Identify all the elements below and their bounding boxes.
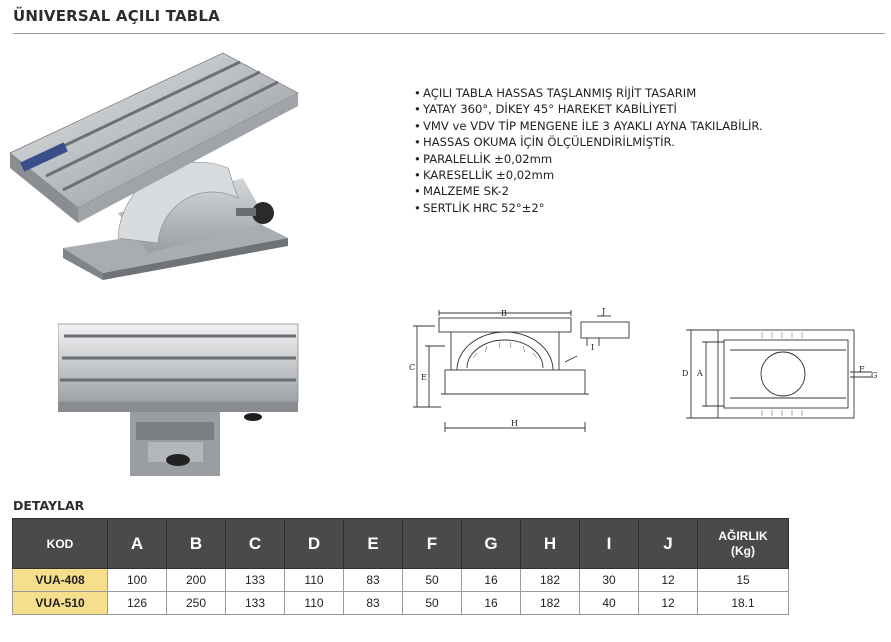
dim-label-f: F	[859, 365, 865, 374]
table-cell: 200	[167, 569, 226, 592]
column-header: A	[108, 519, 167, 569]
table-cell: 30	[580, 569, 639, 592]
feature-item: • KARESELLİK ±0,02mm	[414, 167, 763, 183]
details-heading: DETAYLAR	[13, 498, 85, 513]
feature-item: • AÇILI TABLA HASSAS TAŞLANMIŞ RİJİT TASARIM	[414, 85, 763, 101]
table-cell: 133	[226, 592, 285, 615]
dim-label-c: C	[409, 363, 416, 372]
table-cell: 12	[639, 592, 698, 615]
table-cell: 15	[698, 569, 789, 592]
table-cell: 182	[521, 569, 580, 592]
table-row	[13, 569, 789, 592]
table-cell: 40	[580, 592, 639, 615]
dim-label-e: E	[421, 373, 427, 382]
product-photo-tilted	[8, 48, 308, 280]
table-cell-code: VUA-510	[13, 592, 108, 615]
technical-drawing-side	[405, 302, 645, 441]
column-header: G	[462, 519, 521, 569]
table-cell: 126	[108, 592, 167, 615]
column-header: D	[285, 519, 344, 569]
table-cell-code: VUA-408	[13, 569, 108, 592]
dim-label-a: A	[697, 369, 703, 378]
table-cell: 83	[344, 569, 403, 592]
dim-label-j: J	[602, 307, 606, 316]
weight-header-line2: (Kg)	[731, 543, 755, 558]
table-cell: 50	[403, 569, 462, 592]
dim-label-h: H	[511, 419, 518, 428]
table-cell: 83	[344, 592, 403, 615]
table-cell: 12	[639, 569, 698, 592]
table-cell: 18.1	[698, 592, 789, 615]
feature-item: • YATAY 360°, DİKEY 45° HAREKET KABİLİYETİ	[414, 101, 763, 117]
table-cell: 16	[462, 592, 521, 615]
dim-label-d: D	[682, 369, 689, 378]
title-divider	[13, 33, 885, 34]
feature-item: • MALZEME SK-2	[414, 183, 763, 199]
product-photo-flat	[58, 322, 303, 482]
table-cell: 133	[226, 569, 285, 592]
column-header: J	[639, 519, 698, 569]
feature-item: • HASSAS OKUMA İÇİN ÖLÇÜLENDİRİLMİŞTİR.	[414, 134, 763, 150]
feature-item: • PARALELLİK ±0,02mm	[414, 151, 763, 167]
table-cell: 250	[167, 592, 226, 615]
column-header: F	[403, 519, 462, 569]
table-row	[13, 592, 789, 615]
table-cell: 110	[285, 569, 344, 592]
feature-list	[414, 85, 763, 216]
feature-item: • VMV ve VDV TİP MENGENE İLE 3 AYAKLI AYNA TAKILABİLİR.	[414, 118, 763, 134]
table-cell: 100	[108, 569, 167, 592]
feature-item: • SERTLİK HRC 52°±2°	[414, 200, 763, 216]
table-cell: 182	[521, 592, 580, 615]
dim-label-i: I	[591, 343, 595, 352]
table-cell: 110	[285, 592, 344, 615]
column-header: B	[167, 519, 226, 569]
column-header: H	[521, 519, 580, 569]
dim-label-b: B	[501, 309, 507, 318]
column-header: I	[580, 519, 639, 569]
page-title: ÜNIVERSAL AÇILI TABLA	[13, 7, 220, 25]
column-header: KOD	[13, 519, 108, 569]
table-cell: 16	[462, 569, 521, 592]
table-header-row	[13, 519, 789, 569]
column-header-weight	[698, 519, 789, 569]
technical-drawing-top	[676, 322, 881, 431]
weight-header-line1: AĞIRLIK	[718, 528, 768, 543]
dim-label-g: G	[871, 371, 878, 380]
table-cell: 50	[403, 592, 462, 615]
column-header: C	[226, 519, 285, 569]
spec-table	[12, 518, 789, 615]
column-header: E	[344, 519, 403, 569]
